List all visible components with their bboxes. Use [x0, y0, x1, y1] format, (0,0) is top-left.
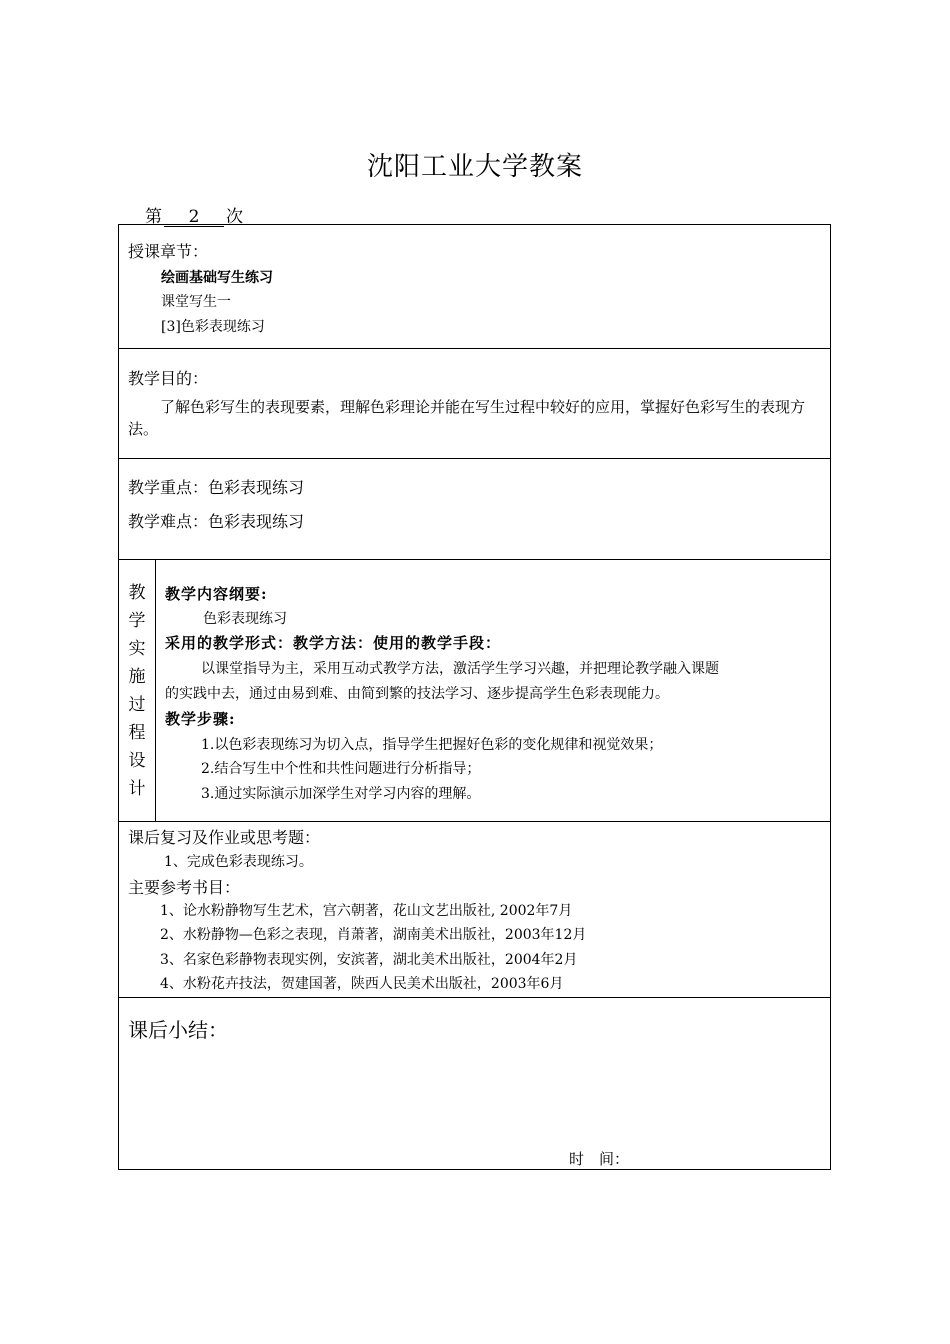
difficulty-label: 教学难点： [128, 512, 209, 531]
chapter-section [119, 225, 830, 349]
outline-value: 色彩表现练习 [203, 611, 287, 627]
side-char: 施 [128, 666, 146, 687]
focus-label: 教学重点： [128, 478, 209, 497]
side-char: 教 [128, 582, 146, 603]
summary-section [119, 998, 830, 1169]
difficulty-value: 色彩表现练习 [208, 512, 305, 531]
reference-item: 1、论水粉静物写生艺术，宫六朝著，花山文艺出版社, 2002年7月 [160, 903, 573, 919]
chapter-title: 绘画基础写生练习 [161, 270, 273, 286]
methods-label: 采用的教学形式：教学方法：使用的教学手段： [165, 634, 502, 652]
summary-label: 课后小结： [128, 1018, 228, 1042]
time-label: 时 间： [569, 1150, 630, 1168]
objective-label: 教学目的： [128, 369, 209, 388]
side-char: 实 [128, 638, 146, 659]
step-item: 3.通过实际演示加深学生对学习内容的理解。 [201, 786, 481, 802]
chapter-line-1: 课堂写生一 [161, 294, 231, 310]
step-item: 1.以色彩表现练习为切入点，指导学生把握好色彩的变化规律和视觉效果； [201, 737, 663, 753]
reference-item: 2、水粉静物—色彩之表现，肖萧著，湖南美术出版社，2003年12月 [160, 927, 587, 943]
refs-label: 主要参考书目： [128, 878, 241, 897]
homework-label: 课后复习及作业或思考题： [128, 828, 321, 847]
session-number: 2 [164, 208, 224, 227]
side-char: 设 [128, 750, 146, 771]
objective-section [119, 349, 830, 459]
objective-text: 了解色彩写生的表现要素，理解色彩理论并能在写生过程中较好的应用，掌握好色彩写生的表现方法。 [128, 398, 806, 438]
side-char: 过 [128, 694, 146, 715]
keypoints-section [119, 459, 830, 560]
reference-item: 4、水粉花卉技法，贺建国著，陕西人民美术出版社，2003年6月 [160, 976, 564, 992]
side-char: 计 [128, 778, 146, 799]
reference-item: 3、名家色彩静物表现实例，安滨著，湖北美术出版社，2004年2月 [160, 952, 578, 968]
session-suffix: 次 [226, 207, 243, 227]
process-section [119, 560, 830, 822]
side-char: 程 [128, 722, 146, 743]
difficulty-line [128, 509, 304, 532]
homework-item: 1、完成色彩表现练习。 [164, 854, 313, 870]
side-char: 学 [128, 610, 146, 631]
focus-line [128, 475, 304, 498]
session-prefix: 第 [145, 207, 162, 227]
methods-text-1: 以课堂指导为主，采用互动式教学方法，激活学生学习兴趣，并把理论教学融入课题 [201, 661, 719, 677]
steps-label: 教学步骤: [165, 710, 236, 728]
focus-value: 色彩表现练习 [208, 478, 305, 497]
process-side-label [119, 560, 156, 821]
process-content [155, 560, 830, 821]
lesson-plan-table [118, 224, 831, 1170]
homework-section [119, 822, 830, 998]
chapter-line-2: [3]色彩表现练习 [161, 319, 265, 335]
page-title: 沈阳工业大学教案 [366, 152, 583, 182]
step-item: 2.结合写生中个性和共性问题进行分析指导； [201, 761, 481, 777]
chapter-label: 授课章节： [128, 242, 209, 261]
outline-label: 教学内容纲要: [165, 585, 268, 603]
methods-text-2: 的实践中去，通过由易到难、由简到繁的技法学习、逐步提高学生色彩表现能力。 [165, 686, 669, 702]
